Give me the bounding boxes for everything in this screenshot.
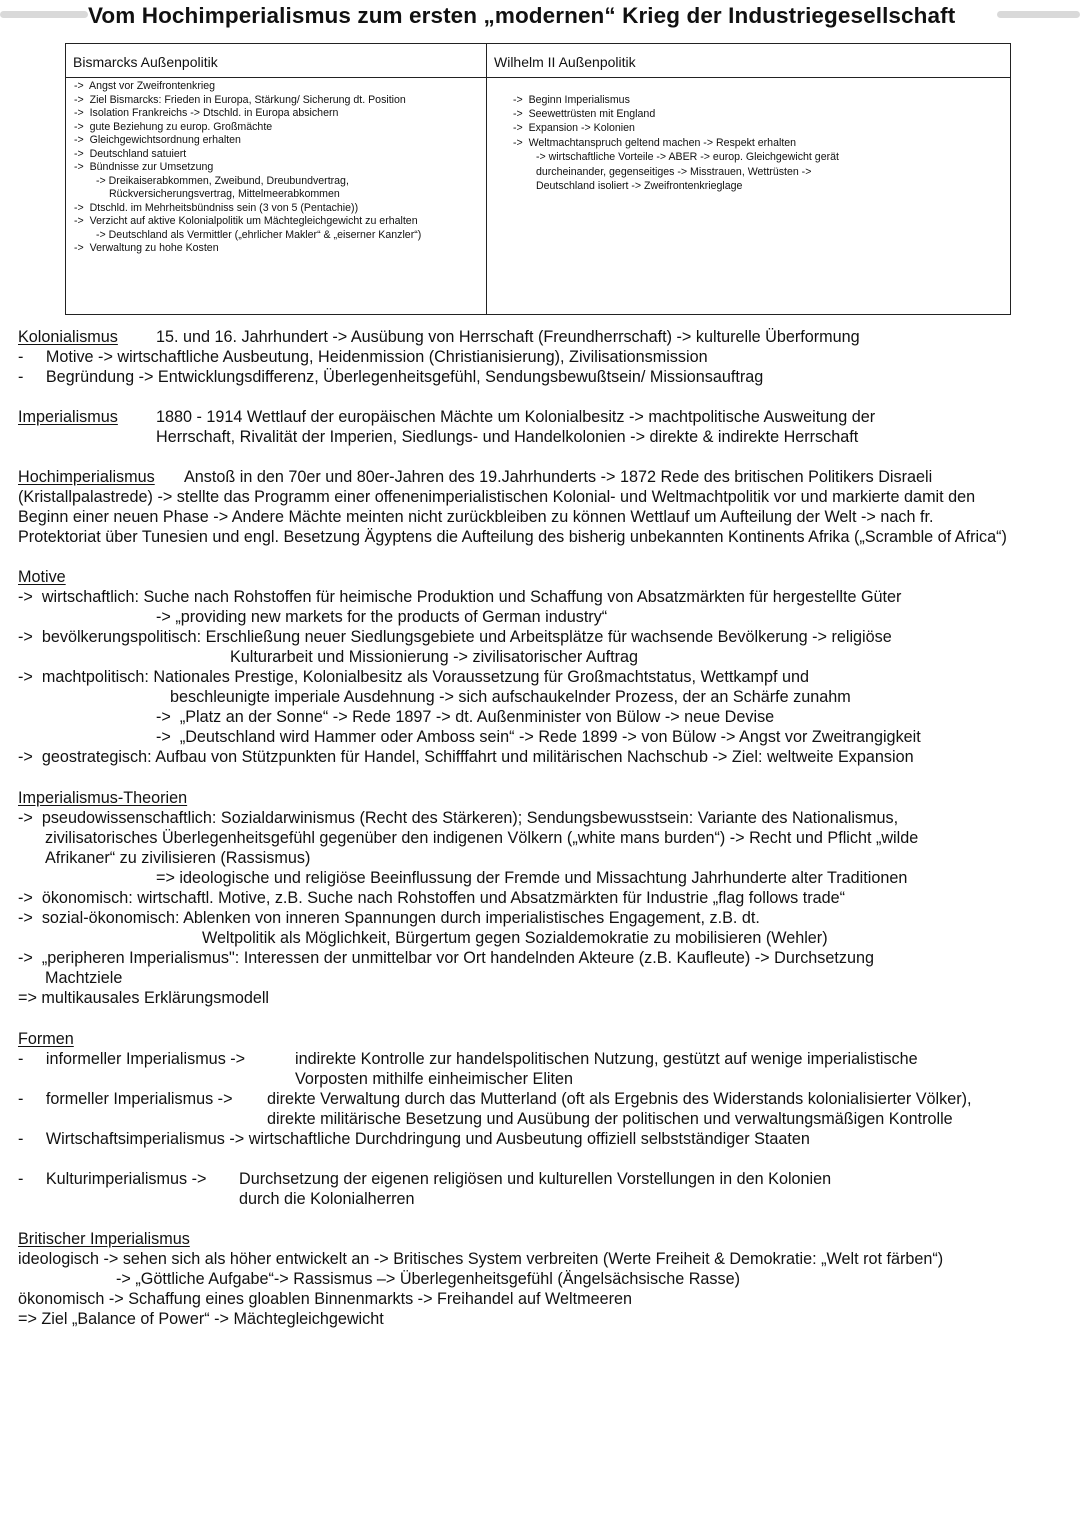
britisch-text: ökonomisch -> Schaffung eines gloablen Binnenmarkts -> Freihandel auf Weltmeeren	[18, 1290, 632, 1308]
bismarck-cell	[66, 78, 487, 315]
britisch-text: => Ziel „Balance of Power“ -> Mächtegleichgewicht	[18, 1310, 384, 1328]
formen-item-text: direkte militärische Besetzung und Ausübung der politischen und verwaltungsmäßigen Kontrolle	[267, 1110, 953, 1128]
hochimperialismus-text: (Kristallpalastrede) -> stellte das Programm einer offenenimperialistischen Kolonial- und Weltmachtpolitik vor und markierte damit den	[18, 488, 976, 506]
imperialismus-heading: Imperialismus	[18, 408, 118, 426]
bismarck-line: -> gute Beziehung zu europ. Großmächte	[74, 120, 273, 133]
theorien-text: -> ökonomisch: wirtschaftl. Motive, z.B. Suche nach Rohstoffen und Absatzmärkten für Industrie „flag follows trade“	[18, 889, 846, 907]
wilhelm-line: -> Beginn Imperialismus	[513, 93, 630, 106]
theorien-text: zivilisatorisches Überlegenheitsgefühl gegenüber den indigenen Völkern („white mans burden“) -> Recht und Pflicht „wilde	[45, 829, 919, 847]
britisch-text: -> „Göttliche Aufgabe“-> Rassismus –> Überlegenheitsgefühl (Ängelsächsische Rasse)	[116, 1270, 740, 1288]
bismarck-line: -> Verzicht auf aktive Kolonialpolitik um Mächtegleichgewicht zu erhalten	[74, 215, 418, 227]
motive-text: beschleunigte imperiale Ausdehnung -> sich aufschaukelnder Prozess, der an Schärfe zunahm	[170, 688, 851, 706]
formen-heading: Formen	[18, 1030, 74, 1048]
bismarck-line: -> Angst vor Zweifrontenkrieg	[74, 80, 216, 92]
bismarck-header: Bismarcks Außenpolitik	[66, 44, 487, 78]
formen-item-text: indirekte Kontrolle zur handelspolitischen Nutzung, gestützt auf wenige imperialistische	[295, 1050, 918, 1068]
motive-heading: Motive	[18, 568, 66, 586]
britisch-text: ideologisch -> sehen sich als höher entwickelt an -> Britisches System verbreiten (Werte Freiheit & Demokratie: „Welt rot färben“)	[18, 1250, 944, 1268]
formen-item-label: - Kulturimperialismus ->	[18, 1170, 207, 1188]
formen-item-label: - informeller Imperialismus ->	[18, 1050, 246, 1068]
page-title: Vom Hochimperialismus zum ersten „modernen“ Krieg der Industriegesellschaft	[88, 3, 956, 28]
bismarck-line: -> Isolation Frankreichs -> Dtschld. in Europa absichern	[74, 107, 339, 119]
bismarck-line: -> Deutschland satuiert	[74, 147, 187, 160]
theorien-text: Weltpolitik als Möglichkeit, Bürgertum gegen Sozialdemokratie zu mobilisieren (Wehler)	[202, 929, 828, 947]
wilhelm-header: Wilhelm II Außenpolitik	[487, 44, 1011, 78]
wilhelm-line: durcheinander, gegenseitiges -> Misstrauen, Wettrüsten ->	[536, 165, 812, 178]
theorien-text: Afrikaner“ zu zivilisieren (Rassismus)	[45, 849, 311, 867]
title-decoration-left	[0, 11, 88, 18]
kolonialismus-text: 15. und 16. Jahrhundert -> Ausübung von Herrschaft (Freundherrschaft) -> kulturelle Überformung	[156, 328, 860, 346]
motive-text: -> „Deutschland wird Hammer oder Amboss sein“ -> Rede 1899 -> von Bülow -> Angst vor Zweitrangigkeit	[156, 728, 921, 746]
bismarck-line: -> Gleichgewichtsordnung erhalten	[74, 134, 241, 146]
motive-text: -> wirtschaftlich: Suche nach Rohstoffen für heimische Produktion und Schaffung von Absatzmärkten für hergestellte Güter	[18, 588, 902, 606]
hochimperialismus-text: Anstoß in den 70er und 80er-Jahren des 19.Jahrhunderts -> 1872 Rede des britischen Politikers Disraeli	[184, 468, 933, 486]
bismarck-line: -> Dtschld. im Mehrheitsbündniss sein (3 von 5 (Pentachie))	[74, 201, 359, 214]
theorien-text: => ideologische und religiöse Beeinflussung der Fremde und Missachtung Jahrhunderte alter Traditionen	[156, 869, 908, 887]
imperialismus-text: Herrschaft, Rivalität der Imperien, Siedlungs- und Handelkolonien -> direkte & indirekte Herrschaft	[156, 428, 859, 446]
wilhelm-line: -> Expansion -> Kolonien	[513, 122, 635, 134]
kolonialismus-heading: Kolonialismus	[18, 328, 118, 346]
bismarck-line: -> Bündnisse zur Umsetzung	[74, 161, 214, 173]
formen-item-text: Vorposten mithilfe einheimischer Eliten	[295, 1070, 574, 1088]
title-decoration-right	[997, 11, 1080, 18]
motive-text: Kulturarbeit und Missionierung -> zivilisatorischer Auftrag	[230, 648, 639, 666]
theorien-text: => multikausales Erklärungsmodell	[18, 989, 270, 1007]
formen-item-text: direkte Verwaltung durch das Mutterland (oft als Ergebnis des Widerstands kolonialisierter Völker),	[267, 1090, 972, 1108]
theorien-heading: Imperialismus-Theorien	[18, 789, 188, 807]
wilhelm-line: -> wirtschaftliche Vorteile -> ABER -> europ. Gleichgewicht gerät	[536, 151, 839, 163]
imperialismus-text: 1880 - 1914 Wettlauf der europäischen Mächte um Kolonialbesitz -> machtpolitische Ausweitung der	[156, 408, 876, 426]
wilhelm-cell	[487, 78, 1011, 315]
comparison-table	[65, 43, 1011, 315]
formen-item-text: durch die Kolonialherren	[239, 1190, 415, 1208]
bismarck-line: Rückversicherungsvertrag, Mittelmeerabkommen	[109, 188, 340, 200]
formen-item-label: - formeller Imperialismus ->	[18, 1090, 233, 1108]
bismarck-line: -> Ziel Bismarcks: Frieden in Europa, Stärkung/ Sicherung dt. Position	[74, 93, 406, 106]
formen-item-text: Durchsetzung der eigenen religiösen und kulturellen Vorstellungen in den Kolonien	[239, 1170, 832, 1188]
hochimperialismus-text: Beginn einer neuen Phase -> Andere Mächte meinten nicht zurückbleiben zu können Wettlauf um Aufteilung der Welt -> nach fr.	[18, 508, 934, 526]
hochimperialismus-heading: Hochimperialismus	[18, 468, 155, 486]
bismarck-line: -> Deutschland als Vermittler („ehrlicher Makler“ & „eiserner Kanzler“)	[96, 228, 422, 241]
motive-text: -> „providing new markets for the products of German industry“	[156, 608, 608, 626]
title-row	[0, 0, 1080, 36]
motive-text: -> geostrategisch: Aufbau von Stützpunkten für Handel, Schifffahrt und militärischen Nachschub -> Ziel: weltweite Expansion	[18, 748, 914, 766]
wilhelm-line: -> Weltmachtanspruch geltend machen -> Respekt erhalten	[513, 136, 797, 149]
kolonialismus-text: - Motive -> wirtschaftliche Ausbeutung, Heidenmission (Christianisierung), Zivilisationsmission	[18, 348, 708, 366]
britisch-heading: Britischer Imperialismus	[18, 1230, 190, 1248]
wilhelm-line: Deutschland isoliert -> Zweifrontenkrieglage	[536, 180, 743, 192]
theorien-text: -> sozial-ökonomisch: Ablenken von inneren Spannungen durch imperialistisches Engagement, z.B. dt.	[18, 909, 760, 927]
kolonialismus-text: - Begründung -> Entwicklungsdifferenz, Überlegenheitsgefühl, Sendungsbewußtsein/ Missionsauftrag	[18, 368, 764, 386]
theorien-text: -> pseudowissenschaftlich: Sozialdarwinismus (Recht des Stärkeren); Sendungsbewusstsein: Variante des Nationalismus,	[18, 809, 899, 827]
hochimperialismus-text: Protektoriat über Tunesien und engl. Besetzung Ägyptens die Aufteilung des bisherig unbekannten Kontinents Afrika („Scramble of Africa“)	[18, 528, 1007, 546]
motive-text: -> bevölkerungspolitisch: Erschließung neuer Siedlungsgebiete und Arbeitsplätze für wachsende Bevölkerung -> religiöse	[18, 628, 892, 646]
formen-item-text: - Wirtschaftsimperialismus -> wirtschaftliche Durchdringung und Ausbeutung offiziell selbstständiger Staaten	[18, 1130, 810, 1148]
bismarck-line: -> Dreikaiserabkommen, Zweibund, Dreubundvertrag,	[96, 174, 349, 187]
bismarck-line: -> Verwaltung zu hohe Kosten	[74, 242, 219, 254]
motive-text: -> „Platz an der Sonne“ -> Rede 1897 -> dt. Außenminister von Bülow -> neue Devise	[156, 708, 775, 726]
theorien-text: -> „peripheren Imperialismus": Interessen der unmittelbar vor Ort handelnden Akteure (z.B. Kaufleute) -> Durchsetzung	[18, 949, 875, 967]
motive-text: -> machtpolitisch: Nationales Prestige, Kolonialbesitz als Voraussetzung für Großmachtstatus, Wettkampf und	[18, 668, 810, 686]
wilhelm-line: -> Seewettrüsten mit England	[513, 107, 656, 120]
theorien-text: Machtziele	[45, 969, 123, 987]
